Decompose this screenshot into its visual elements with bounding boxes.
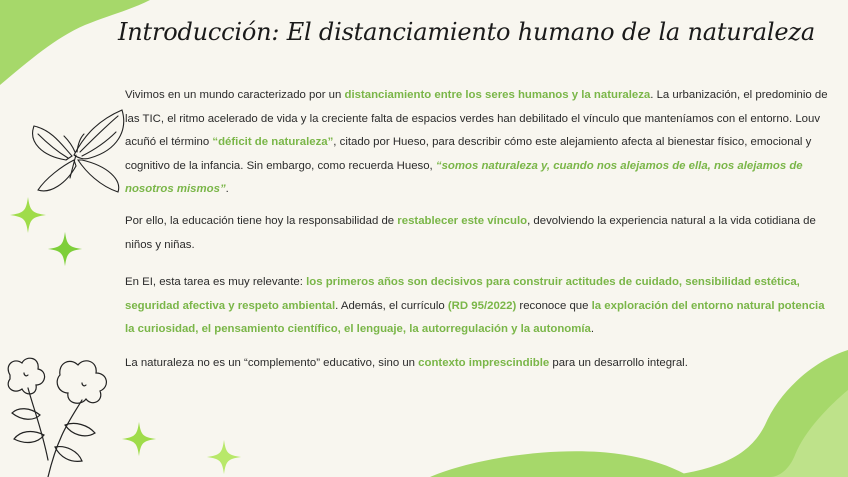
- sparkle-icon: [8, 195, 48, 235]
- text: Vivimos en un mundo caracterizado por un: [125, 89, 345, 101]
- text: , devolviendo la experiencia natural a la vida cotidiana de niños y niñas.: [125, 215, 816, 251]
- text: , citado por Hueso, para describir cómo este alejamiento afecta al bienestar físico, emocional y cognitivo de la infancia. Sin embargo, como recuerda Hueso,: [125, 136, 812, 172]
- quote-highlight: “somos naturaleza y, cuando nos alejamos de ella, nos alejamos de nosotros mismos”: [125, 159, 803, 195]
- highlight: distanciamiento entre los seres humanos y la naturaleza: [344, 89, 651, 101]
- highlight: restablecer este vínculo: [397, 215, 528, 227]
- sparkle-icon: [205, 438, 243, 476]
- text: En EI, esta tarea es muy relevante:: [125, 276, 307, 288]
- slide-title: Introducción: El distanciamiento humano de la naturaleza: [118, 18, 815, 46]
- text: .: [225, 183, 229, 195]
- paragraph-conclusion: [125, 352, 833, 376]
- highlight: la exploración del entorno natural potencia la curiosidad, el pensamiento científico, el lenguaje, la autorregulación y la autonomía: [125, 299, 825, 335]
- text: .: [590, 323, 595, 335]
- text: . La urbanización, el predominio de las TIC, el ritmo acelerado de vida y la creciente falta de espacios verdes han debilitado el vínculo que manteníamos con el entorno. Louv acuñó el término: [125, 89, 828, 148]
- text: reconoce que: [516, 299, 592, 312]
- text: para un desarrollo integral.: [549, 357, 688, 369]
- sparkle-icon: [120, 420, 158, 458]
- paragraph-intro: [125, 84, 833, 202]
- text: La naturaleza no es un “complemento” educativo, sino un: [125, 357, 419, 369]
- highlight: contexto imprescindible: [418, 357, 550, 369]
- text: Por ello, la educación tiene hoy la responsabilidad de: [125, 215, 398, 227]
- highlight: (RD 95/2022): [447, 299, 517, 312]
- highlight: los primeros años son decisivos para construir actitudes de cuidado, sensibilidad estética, seguridad afectiva y respeto ambiental: [125, 276, 800, 312]
- flowers-icon: [0, 355, 130, 477]
- text: . Además, el currículo: [335, 299, 448, 312]
- paragraph-ei: [125, 271, 833, 342]
- sparkle-icon: [46, 230, 84, 268]
- highlight: “déficit de naturaleza”: [212, 136, 334, 148]
- paragraph-education: [125, 210, 833, 257]
- bottom-center-blob: [430, 430, 690, 477]
